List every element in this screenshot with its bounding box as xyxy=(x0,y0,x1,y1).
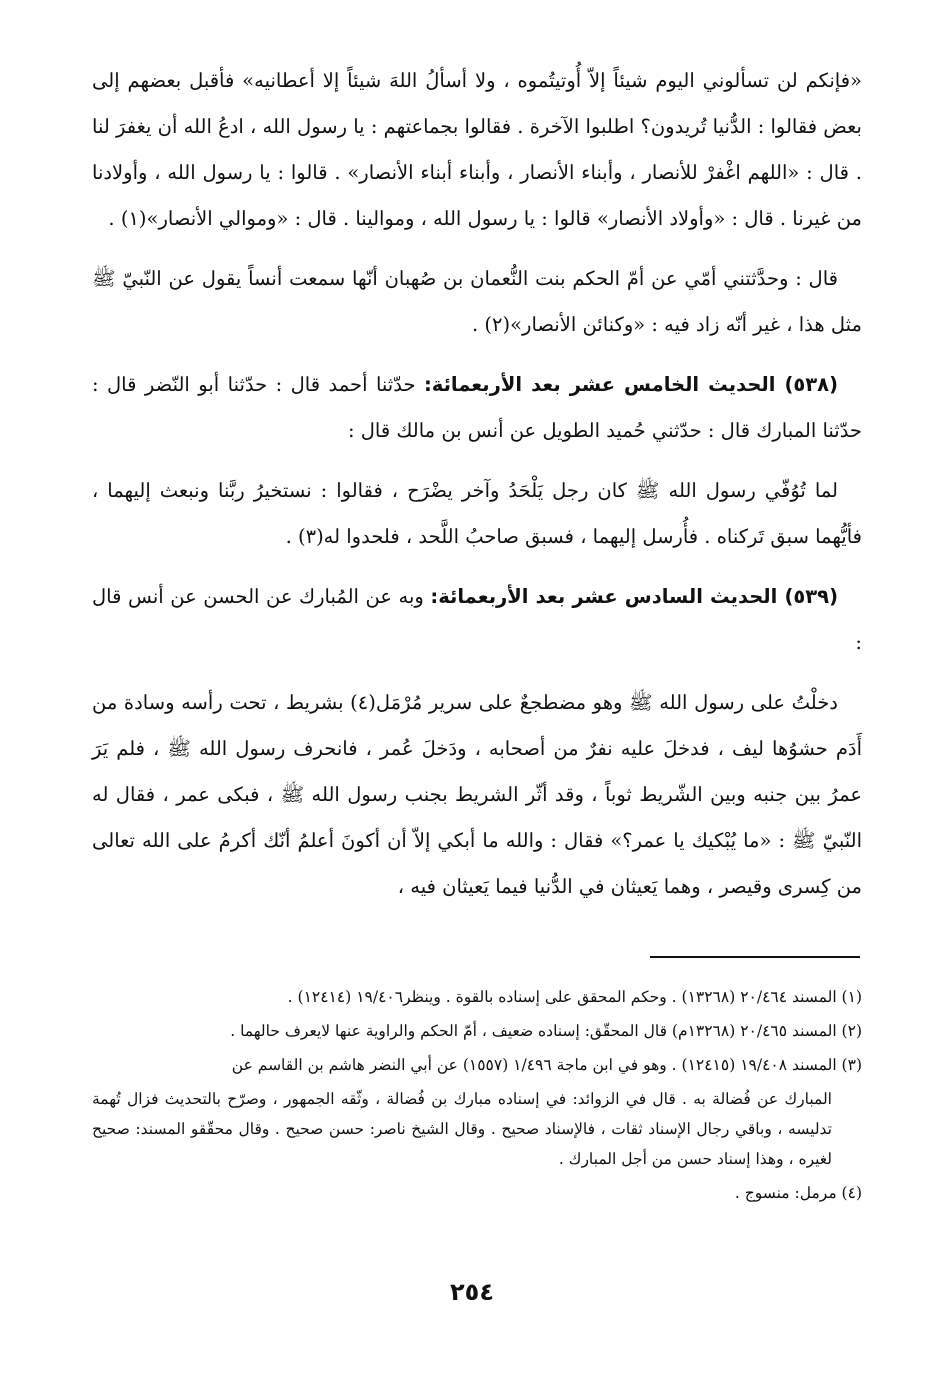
footnote-2: (٢) المسند ٢٠/٤٦٥ (١٣٢٦٨م) قال المحقّق: إسناده ضعيف ، أمّ الحكم والراوية عنها لايعرف حالهما . xyxy=(230,1022,862,1040)
paragraph-burial-lahd: لما تُوُفّي رسول الله ﷺ كان رجل يَلْحَدُ وآخر يضْرَح ، فقالوا : نستخيرُ ربَّنا ونبعث إليهما ، فأيُّهما سبق تَركناه . فأُرسل إليهما ، فسبق صاحبُ اللَّحد ، فلحدوا له(٣) . xyxy=(92,479,862,548)
footnote-4: (٤) مرمل: منسوج . xyxy=(734,1184,862,1202)
footnote-separator xyxy=(650,956,860,958)
hadith-539-heading: (٥٣٩) الحديث السادس عشر بعد الأربعمائة: xyxy=(430,585,838,608)
hadith-538-heading: (٥٣٨) الحديث الخامس عشر بعد الأربعمائة: xyxy=(423,373,838,396)
footnote-1: (١) المسند ٢٠/٤٦٤ (١٣٢٦٨) . وحكم المحقق على إسناده بالقوة . وينظر١٩/٤٠٦ (١٢٤١٤) . xyxy=(287,988,862,1006)
paragraph-ansar-prayer: «فإنكم لن تسألوني اليوم شيئاً إلاّ أُوتيتُموه ، ولا أسألُ اللهَ شيئاً إلا أعطانيه» فأقبل بعضهم إلى بعض فقالوا : الدُّنيا تُريدون؟ اطلبوا الآخرة . فقالوا بجماعتهم : يا رسول الله ، ادعُ الله أن يغفرَ لنا . قال : «اللهم اغْفرْ للأنصار ، وأبناء الأنصار ، وأبناء أبناء الأنصار» . قالوا : يا رسول الله ، وأولادنا من غيرنا . قال : «وأولاد الأنصار» قالوا : يا رسول الله ، وموالينا . قال : «وموالي الأنصار»(١) . xyxy=(92,69,862,230)
footnote-3: (٣) المسند ١٩/٤٠٨ (١٢٤١٥) . وهو في ابن ماجة ١/٤٩٦ (١٥٥٧) عن أبي النضر هاشم بن القاسم عن xyxy=(231,1056,862,1074)
footnotes xyxy=(92,982,862,1212)
hadith-539 xyxy=(92,574,862,666)
paragraph-kanaain-narration: قال : وحدَّثتني أمّي عن أمّ الحكم بنت النُّعمان بن صُهبان أنّها سمعت أنساً يقول عن النّبيّ ﷺ مثل هذا ، غير أنّه زاد فيه : «وكنائن الأنصار»(٢) . xyxy=(92,267,862,336)
page-number: ٢٥٤ xyxy=(450,1278,494,1306)
paragraph-umar-weeping: دخلْتُ على رسول الله ﷺ وهو مضطجعٌ على سرير مُرْمَل(٤) بشريط ، تحت رأسه وسادة من أَدَم حشوُها ليف ، فدخلَ عليه نفرٌ من أصحابه ، ودَخلَ عُمر ، فانحرف رسول الله ﷺ ، فلم يَرَ عمرُ بين جنبه وبين الشّريط ثوباً ، وقد أثّر الشريط بجنب رسول الله ﷺ ، فبكى عمر ، فقال له النّبيّ ﷺ : «ما يُبْكيك يا عمر؟» فقال : والله ما أبكي إلاّ أن أكونَ أعلمُ أنّك أكرمُ على الله تعالى من كِسرى وقيصر ، وهما يَعيثان في الدُّنيا فيما يَعيثان فيه ، xyxy=(92,691,862,898)
footnote-3-continuation: المبارك عن فُضالة به . قال في الزوائد: في إسناده مبارك بن فُضالة ، وثّقه الجمهور ، وصرّح بالتحديث فزال تُهمة تدليسه ، وباقي رجال الإسناد ثقات ، فالإسناد صحيح . وقال الشيخ ناصر: حسن صحيح . وقال محقّقو المسند: صحيح لغيره ، وهذا إسناد حسن من أجل المبارك . xyxy=(92,1090,832,1168)
hadith-539-chain: وبه عن المُبارك عن الحسن عن أنس قال : xyxy=(92,585,862,654)
hadith-538-chain: حدّثنا أحمد قال : حدّثنا أبو النّضر قال : حدّثنا المبارك قال : حدّثني حُميد الطويل عن أنس بن مالك قال : xyxy=(92,373,862,442)
hadith-538 xyxy=(92,362,862,454)
main-text xyxy=(92,58,862,910)
